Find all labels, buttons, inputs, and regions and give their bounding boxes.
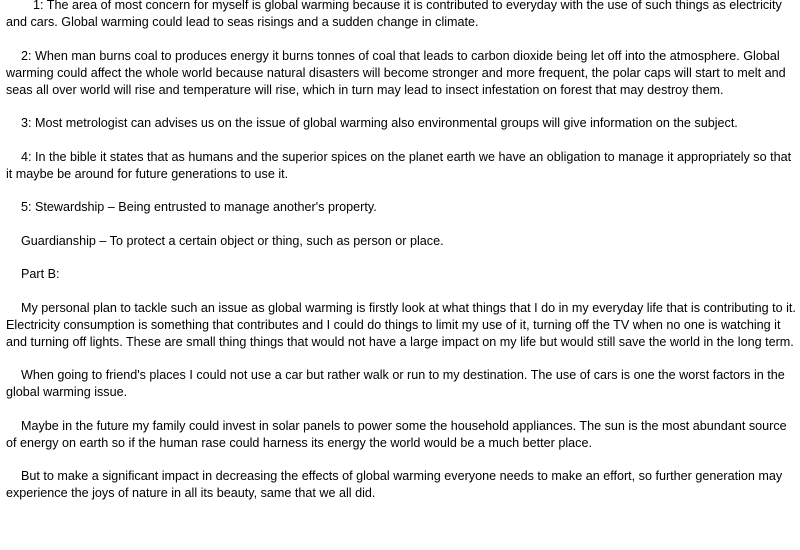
document-body	[6, 0, 796, 519]
paragraph-3: 3: Most metrologist can advises us on the issue of global warming also environmental groups will give information on the subject.	[21, 116, 738, 130]
paragraph-conclusion: But to make a significant impact in decreasing the effects of global warming everyone needs to make an effort, so further generation may experience the joys of nature in all its beauty, same that we all did.	[6, 469, 783, 500]
paragraph-5: 5: Stewardship – Being entrusted to manage another's property.	[21, 200, 377, 214]
paragraph-transport: When going to friend's places I could not use a car but rather walk or run to my destination. The use of cars is one the worst factors in the global warming issue.	[6, 368, 785, 399]
paragraph-4: 4: In the bible it states that as humans and the superior spices on the planet earth we have an obligation to manage it appropriately so that it maybe be around for future generations to use it.	[6, 149, 792, 181]
paragraph-1: 1: The area of most concern for myself is global warming because it is contributed to everyday with the use of such things as electricity and cars. Global warming could lead to seas risings and a sudden change in climate.	[6, 0, 782, 29]
paragraph-guardianship: Guardianship – To protect a certain object or thing, such as person or place.	[21, 233, 444, 248]
paragraph-solar: Maybe in the future my family could invest in solar panels to power some the household appliances. The sun is the most abundant source of energy on earth so if the human rase could harness its energy the world would be a much better place.	[6, 418, 787, 450]
paragraph-personal-plan: My personal plan to tackle such an issue as global warming is firstly look at what things that I do in my everyday life that is contributing to it. Electricity consumption is something that contributes and I could do things to limit my use of it, turning off the TV when no one is watching it and turning off lights. These are small thing things that would not have a large impact on my life but would still save the world in the long term.	[6, 300, 796, 349]
section-heading-part-b: Part B:	[21, 267, 60, 281]
paragraph-2: 2: When man burns coal to produces energy it burns tonnes of coal that leads to carbon dioxide being let off into the atmosphere. Global warming could affect the whole world because natural disasters will become stronger and more frequent, the polar caps will start to melt and seas all over world will rise and temperature will rise, which in turn may lead to insect infestation on forest that may destroy them.	[6, 48, 786, 97]
